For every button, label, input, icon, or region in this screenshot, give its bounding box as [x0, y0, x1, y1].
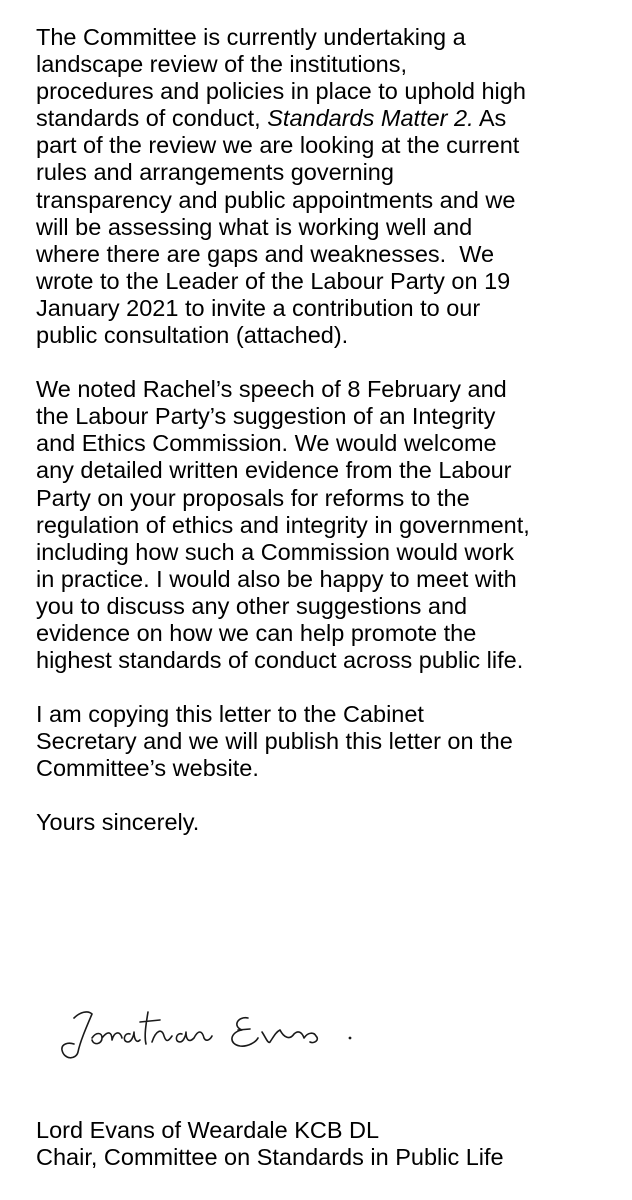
text-line: wrote to the Leader of the Labour Party on 19	[36, 267, 511, 294]
text-line: Committee’s website.	[36, 755, 259, 782]
signer-block	[36, 1117, 504, 1171]
text-line: Secretary and we will publish this letter on the	[36, 728, 513, 755]
text-line: part of the review we are looking at the current	[36, 132, 520, 159]
signer-title: Chair, Committee on Standards in Public Life	[36, 1144, 504, 1171]
text-line: you to discuss any other suggestions and	[36, 592, 468, 619]
text-line: Party on your proposals for reforms to the	[36, 484, 470, 511]
text-line: The Committee is currently undertaking a	[36, 24, 466, 50]
closing-salutation: Yours sincerely.	[36, 809, 200, 836]
signature-text: Jonathan Evans	[52, 998, 60, 999]
paragraph-proposals	[36, 376, 616, 674]
signer-name: Lord Evans of Weardale KCB DL	[36, 1117, 380, 1143]
text-line: public consultation (attached).	[36, 322, 349, 349]
text-line: rules and arrangements governing	[36, 159, 394, 186]
text-line: landscape review of the institutions,	[36, 51, 407, 78]
paragraph-review	[36, 24, 616, 349]
text-line: I am copying this letter to the Cabinet	[36, 701, 424, 728]
text-line: We noted Rachel’s speech of 8 February and	[36, 376, 507, 403]
text-line: January 2021 to invite a contribution to our	[36, 294, 481, 321]
handwritten-signature	[52, 998, 372, 1070]
text-line: the Labour Party’s suggestion of an Integrity	[36, 403, 496, 430]
text-line: will be assessing what is working well and	[36, 213, 473, 240]
text-line: any detailed written evidence from the Labour	[36, 457, 512, 484]
text-line: highest standards of conduct across public life.	[36, 647, 524, 674]
text-line: including how such a Commission would work	[36, 538, 515, 565]
text-line: in practice. I would also be happy to meet with	[36, 565, 517, 592]
text-line: transparency and public appointments and we	[36, 186, 516, 213]
report-title: Standards Matter 2.	[267, 105, 474, 132]
letter-body	[36, 24, 616, 837]
text-line: regulation of ethics and integrity in government,	[36, 511, 530, 538]
text-line: and Ethics Commission. We would welcome	[36, 430, 497, 457]
text-line	[36, 105, 616, 132]
text-line: evidence on how we can help promote the	[36, 619, 477, 646]
text-line: procedures and policies in place to uphold high	[36, 78, 526, 105]
text-line: where there are gaps and weaknesses. We	[36, 240, 495, 267]
text-segment: standards of conduct,	[36, 105, 268, 132]
text-segment: As	[473, 105, 507, 132]
paragraph-copying	[36, 701, 616, 782]
